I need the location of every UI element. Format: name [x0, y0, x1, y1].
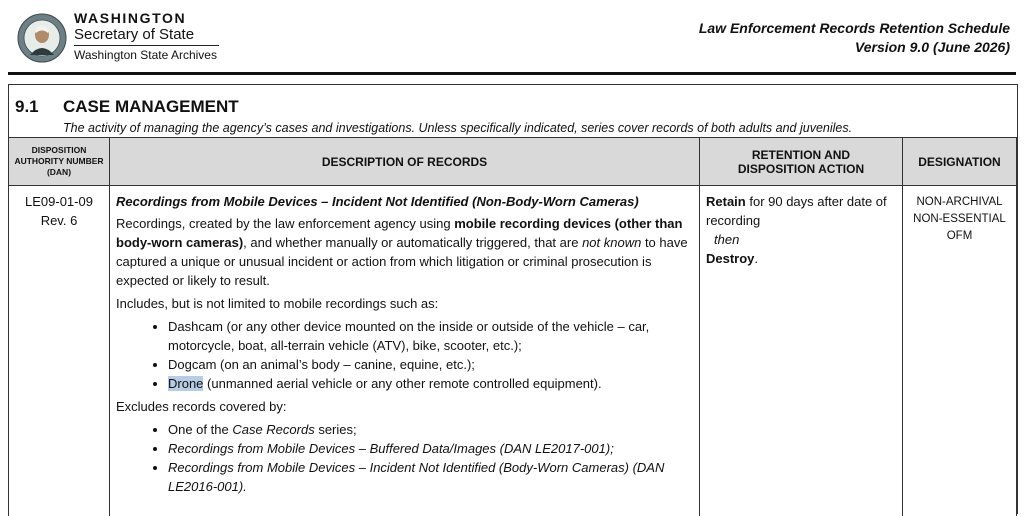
destroy-word: Destroy	[706, 251, 755, 266]
list-item	[168, 458, 693, 496]
selected-text[interactable]: Drone	[168, 376, 204, 391]
record-description	[116, 214, 693, 290]
designation-archival: NON-ARCHIVAL	[916, 196, 1003, 208]
excludes-list	[116, 420, 693, 496]
column-header-description: DESCRIPTION OF RECORDS	[110, 138, 700, 186]
list-item-italic-text: Case Records	[232, 422, 315, 437]
retention-text	[706, 192, 896, 230]
column-header-designation: DESIGNATION	[903, 138, 1017, 186]
organization-block	[74, 10, 219, 64]
list-item	[168, 439, 693, 458]
destroy-period: .	[754, 251, 759, 266]
retention-cell	[700, 186, 903, 516]
state-seal-logo	[17, 13, 67, 63]
section-case-management	[8, 84, 1018, 514]
section-header	[9, 85, 1017, 137]
retention-period: for 90 days after date of recording	[706, 194, 887, 228]
includes-intro: Includes, but is not limited to mobile recordings such as:	[116, 296, 439, 311]
dan-cell	[9, 186, 110, 516]
document-title: Law Enforcement Records Retention Schedule	[698, 20, 1010, 36]
list-item	[168, 420, 693, 439]
excludes-intro: Excludes records covered by:	[116, 399, 287, 414]
record-title: Recordings from Mobile Devices – Incident Not Identified (Non-Body-Worn Cameras)	[116, 194, 639, 209]
section-number: 9.1	[15, 97, 39, 116]
designation-ofm: OFM	[946, 230, 973, 242]
includes-list	[116, 317, 693, 393]
column-header-dan: DISPOSITION AUTHORITY NUMBER (DAN)	[9, 138, 110, 186]
desc-text: to have captured a unique or unusual incident or action from which litigation or criminal prosecution is expected or likely to result.	[116, 235, 688, 288]
list-item-text: series;	[314, 422, 357, 437]
desc-text: , and whether manually or automatically triggered, that are	[243, 235, 583, 250]
header-rule	[8, 72, 1016, 75]
retain-word: Retain	[706, 194, 746, 209]
desc-italic-text: not known	[582, 235, 642, 250]
retention-then: then	[714, 232, 740, 247]
list-item-text: (unmanned aerial vehicle or any other remote controlled equipment).	[203, 376, 602, 391]
designation-cell	[903, 186, 1017, 516]
section-description: The activity of managing the agency’s cases and investigations. Unless specifically indicated, series cover records of both adults and juveniles.	[63, 121, 853, 135]
column-header-retention	[700, 138, 903, 186]
org-name: WASHINGTON	[74, 10, 187, 26]
disposition-action	[706, 249, 896, 268]
page-header	[0, 0, 1024, 72]
list-item	[168, 374, 693, 393]
dan-number: LE09-01-09	[25, 194, 93, 209]
document-title-block	[699, 19, 1010, 57]
list-item: • Dogcam (on an animal’s body – canine, equine, etc.);	[168, 355, 693, 374]
table-row	[9, 186, 1017, 516]
desc-bold-text: mobile recording devices (other than body-worn cameras)	[116, 216, 683, 250]
dan-revision: Rev. 6	[40, 213, 78, 228]
list-item-italic-text: Recordings from Mobile Devices – Buffered Data/Images (DAN LE2017-001);	[168, 441, 614, 456]
section-title: CASE MANAGEMENT	[63, 97, 239, 116]
retention-header-line1: RETENTION AND	[751, 147, 851, 162]
desc-text: Recordings, created by the law enforcement agency using	[116, 216, 455, 231]
retention-header-line2: DISPOSITION ACTION	[737, 161, 865, 176]
description-cell	[110, 186, 700, 516]
list-item: • Dashcam (or any other device mounted on the inside or outside of the vehicle – car, motorcycle, boat, all-terrain vehicle (ATV), bike, scooter, etc.);	[168, 317, 693, 355]
document-version: Version 9.0 (June 2026)	[854, 39, 1010, 55]
org-office: Secretary of State	[74, 26, 195, 43]
designation-essential: NON-ESSENTIAL	[913, 213, 1006, 225]
retention-table	[8, 137, 1017, 516]
list-item-italic-text: Recordings from Mobile Devices – Incident Not Identified (Body-Worn Cameras) (DAN LE2016-001).	[168, 460, 665, 494]
list-item-text: One of the	[168, 422, 233, 437]
org-division: Washington State Archives	[74, 45, 219, 64]
